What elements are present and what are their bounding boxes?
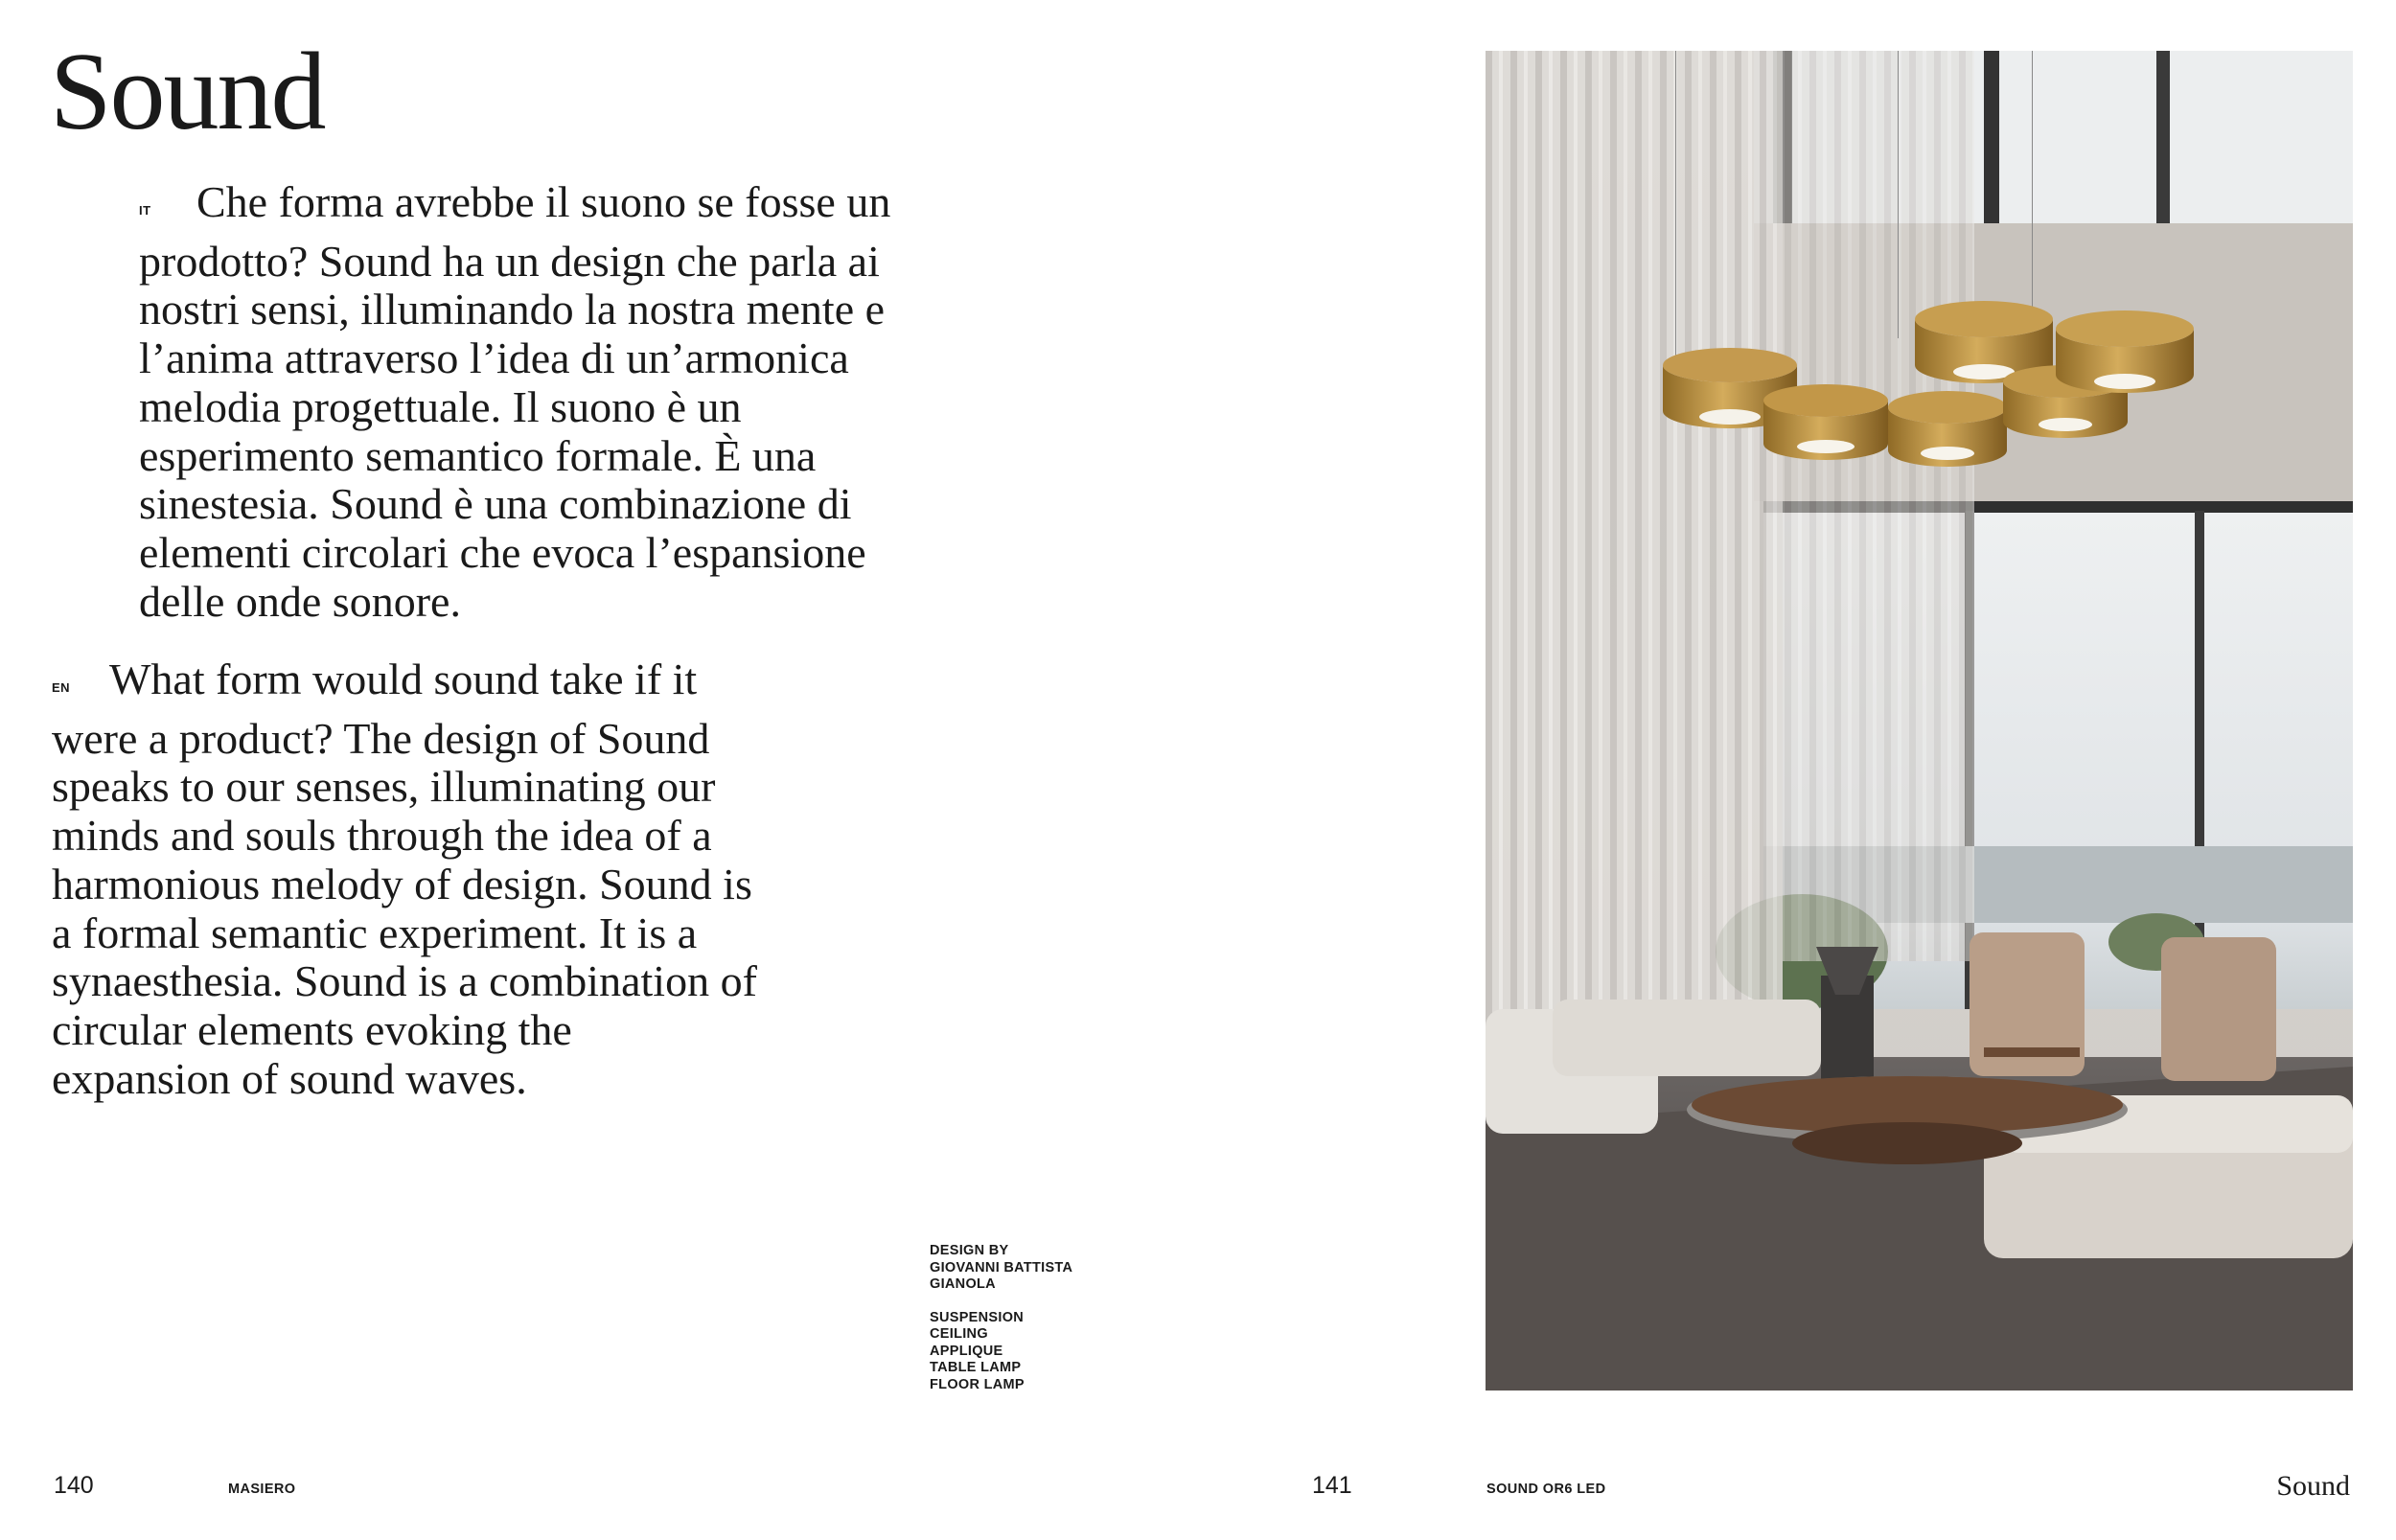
- designer-credit: [930, 1243, 1072, 1294]
- left-page-number: 140: [54, 1472, 94, 1499]
- credit-line: GIOVANNI BATTISTA: [930, 1259, 1073, 1276]
- photo-illustration: [1486, 51, 2353, 1391]
- italian-text: Che forma avrebbe il suono se fosse un prodotto? Sound ha un design che parla ai nostri sensi, illuminando la nostra mente e l’anima attraverso l’idea di un’armonica melodia progettuale. Il suono è un esperimento semantico formale. È una sinestesia. Sound è una combinazione di elementi circolari che evoca l’espansione delle onde sonore.: [139, 177, 891, 626]
- type-line: APPLIQUE: [930, 1343, 1003, 1359]
- page-title: Sound: [50, 31, 325, 153]
- type-line: FLOOR LAMP: [930, 1376, 1025, 1392]
- english-paragraph: [52, 655, 761, 1103]
- lang-label-it: IT: [139, 203, 151, 218]
- italian-paragraph: [139, 178, 906, 626]
- english-text: What form would sound take if it were a product? The design of Sound speaks to our senses, illuminating our minds and souls through the idea of a harmonious melody of design. Sound is a formal semantic experiment. It is a synaesthesia. Sound is a combination of circular elements evoking the expansion of sound waves.: [52, 655, 757, 1103]
- running-head: Sound: [2276, 1470, 2350, 1502]
- type-line: SUSPENSION: [930, 1309, 1025, 1325]
- credit-line: GIANOLA: [930, 1276, 996, 1292]
- brand-label: MASIERO: [228, 1482, 296, 1497]
- right-page-number: 141: [1312, 1472, 1352, 1499]
- product-credits: [930, 1243, 1072, 1410]
- type-line: CEILING: [930, 1326, 988, 1342]
- product-types: [930, 1310, 1072, 1394]
- product-code-label: SOUND OR6 LED: [1486, 1482, 1606, 1497]
- credit-line: DESIGN BY: [930, 1243, 1009, 1258]
- type-line: TABLE LAMP: [930, 1360, 1022, 1375]
- lang-label-en: EN: [52, 680, 71, 695]
- interior-photo: [1486, 51, 2353, 1391]
